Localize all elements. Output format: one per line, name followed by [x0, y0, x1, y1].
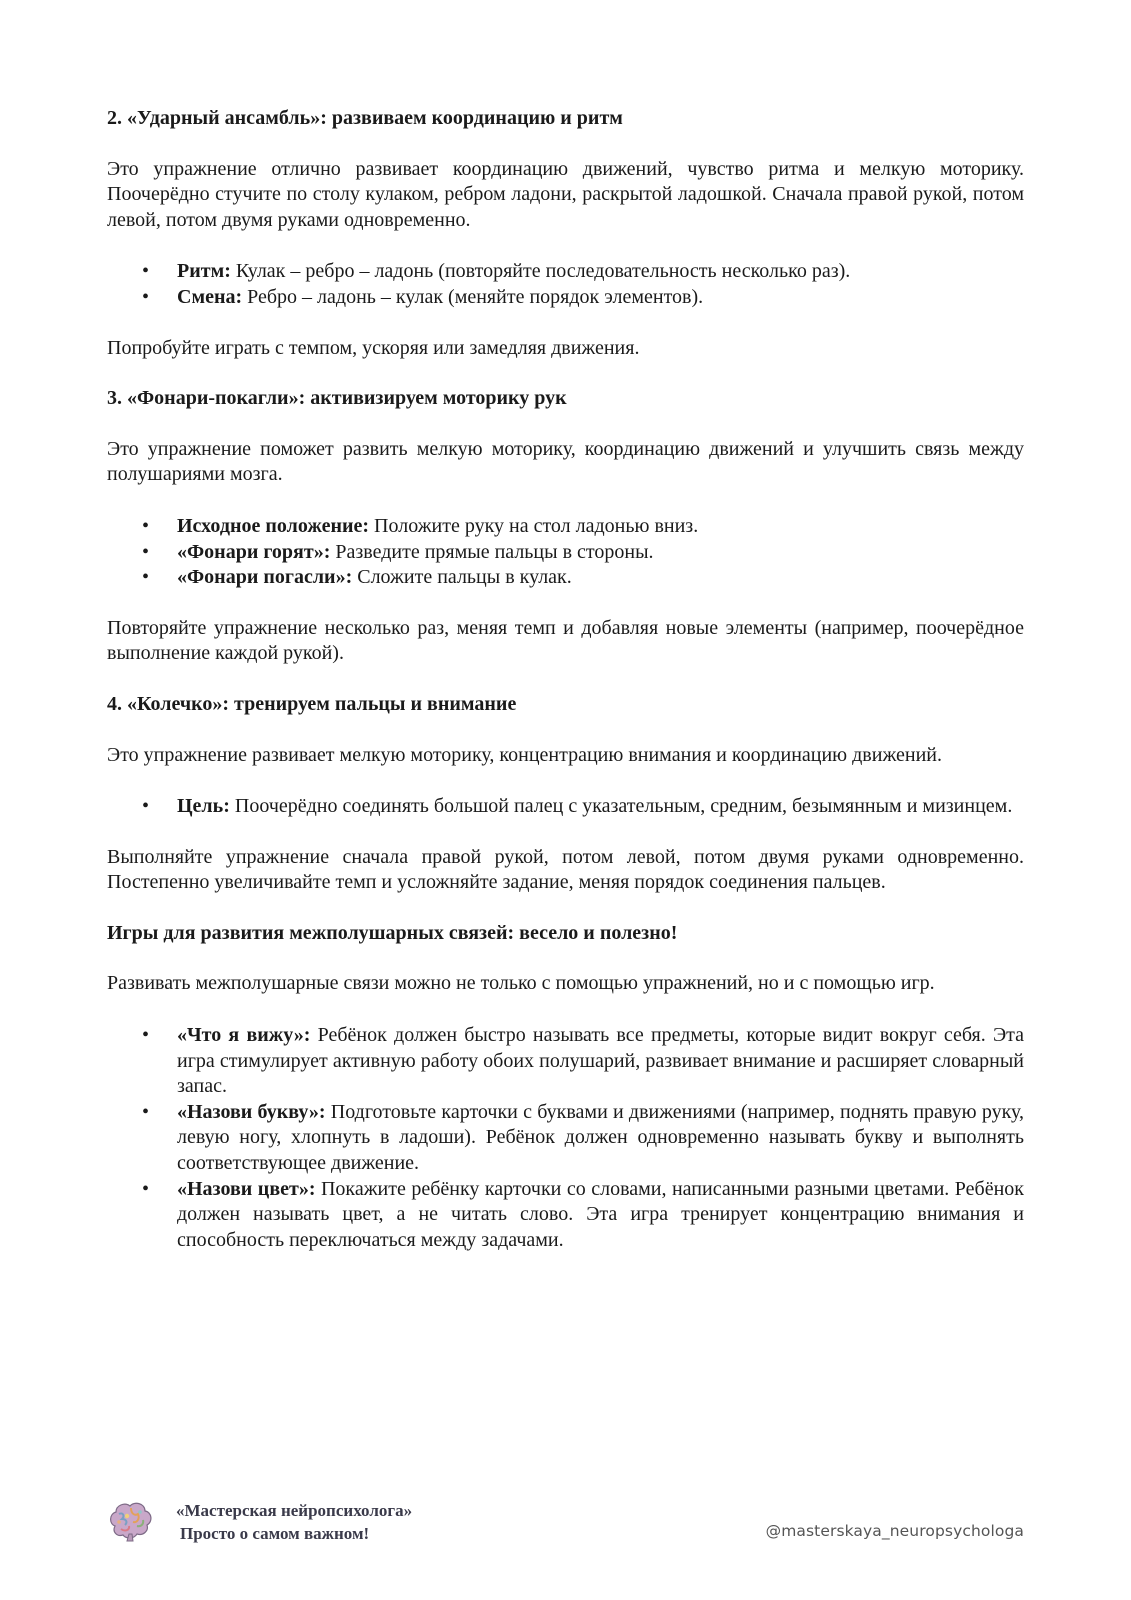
list-item	[107, 259, 1024, 285]
list-item	[107, 514, 1024, 540]
list-item-term: Смена:	[177, 285, 243, 308]
paragraph: Повторяйте упражнение несколько раз, меняя темп и добавляя новые элементы (например, поочерёдное выполнение каждой рукой).	[107, 616, 1024, 665]
list-item-term: «Назови букву»:	[177, 1100, 326, 1123]
list-item-term: «Назови цвет»:	[177, 1177, 316, 1200]
bullet-list	[107, 514, 1024, 591]
bullet-list	[107, 1023, 1024, 1253]
list-item-text: Положите руку на стол ладонью вниз.	[369, 514, 699, 537]
list-item-text: Разведите прямые пальцы в стороны.	[330, 540, 654, 563]
list-item	[107, 285, 1024, 311]
paragraph: Это упражнение поможет развить мелкую моторику, координацию движений и улучшить связь между полушариями мозга.	[107, 437, 1024, 486]
list-item-text: Кулак – ребро – ладонь (повторяйте последовательность несколько раз).	[230, 260, 851, 283]
list-item-term: «Что я вижу»:	[177, 1024, 311, 1047]
social-handle: @masterskaya_neuropsychologa	[765, 1522, 1024, 1540]
list-item-text: Подготовьте карточки с буквами и движениями (например, поднять правую руку, левую ногу, хлопнуть в ладоши). Ребёнок должен одновременно называть букву и выполнять соответствующее движение.	[177, 1100, 1025, 1175]
section-heading: 3. «Фонари-покагли»: активизируем моторику рук	[107, 387, 567, 410]
document-page	[107, 98, 1024, 1253]
list-item-text: Ребро – ладонь – кулак (меняйте порядок элементов).	[242, 285, 704, 308]
footer-brand	[176, 1499, 412, 1545]
list-item-text: Сложите пальцы в кулак.	[352, 566, 572, 589]
footer-brand-title: «Мастерская нейропсихолога»	[176, 1501, 413, 1520]
list-item	[107, 794, 1024, 820]
list-item	[107, 540, 1024, 566]
paragraph: Это упражнение отлично развивает координацию движений, чувство ритма и мелкую моторику. Поочерёдно стучите по столу кулаком, ребром ладони, раскрытой ладошкой. Сначала правой рукой, потом левой, потом двумя руками одновременно.	[107, 157, 1024, 231]
footer-brand-tagline: Просто о самом важном!	[180, 1524, 370, 1543]
list-item-term: «Фонари погасли»:	[177, 566, 353, 589]
paragraph: Развивать межполушарные связи можно не только с помощью упражнений, но и с помощью игр.	[107, 972, 935, 995]
bullet-list	[107, 794, 1024, 820]
list-item	[107, 1100, 1024, 1177]
section-heading: Игры для развития межполушарных связей: весело и полезно!	[107, 921, 678, 944]
bullet-list	[107, 259, 1024, 310]
list-item-term: Ритм:	[177, 260, 231, 283]
list-item-term: Исходное положение:	[177, 514, 370, 537]
list-item	[107, 565, 1024, 591]
section-heading: 2. «Ударный ансамбль»: развиваем координацию и ритм	[107, 107, 623, 129]
paragraph: Попробуйте играть с темпом, ускоряя или замедляя движения.	[107, 336, 640, 359]
list-item	[107, 1177, 1024, 1254]
paragraph: Выполняйте упражнение сначала правой рукой, потом левой, потом двумя руками одновременно. Постепенно увеличивайте темп и усложняйте задание, меняя порядок соединения пальцев.	[107, 845, 1024, 894]
list-item-term: «Фонари горят»:	[177, 540, 331, 563]
list-item-text: Покажите ребёнку карточки со словами, написанными разными цветами. Ребёнок должен называть цвет, а не читать слово. Эта игра тренирует концентрацию внимания и способность переключаться между задачами.	[177, 1177, 1024, 1251]
list-item-text: Поочерёдно соединять большой палец с указательным, средним, безымянным и мизинцем.	[229, 795, 1013, 818]
section-heading: 4. «Колечко»: тренируем пальцы и внимание	[107, 692, 517, 715]
paragraph: Это упражнение развивает мелкую моторику, концентрацию внимания и координацию движений.	[107, 743, 942, 766]
brain-logo-icon	[107, 1500, 153, 1543]
list-item-text: Ребёнок должен быстро называть все предметы, которые видит вокруг себя. Эта игра стимулирует активную работу обоих полушарий, развивает внимание и расширяет словарный запас.	[177, 1024, 1025, 1098]
list-item	[107, 1023, 1024, 1100]
list-item-term: Цель:	[177, 795, 230, 818]
page-footer	[107, 1497, 1024, 1547]
